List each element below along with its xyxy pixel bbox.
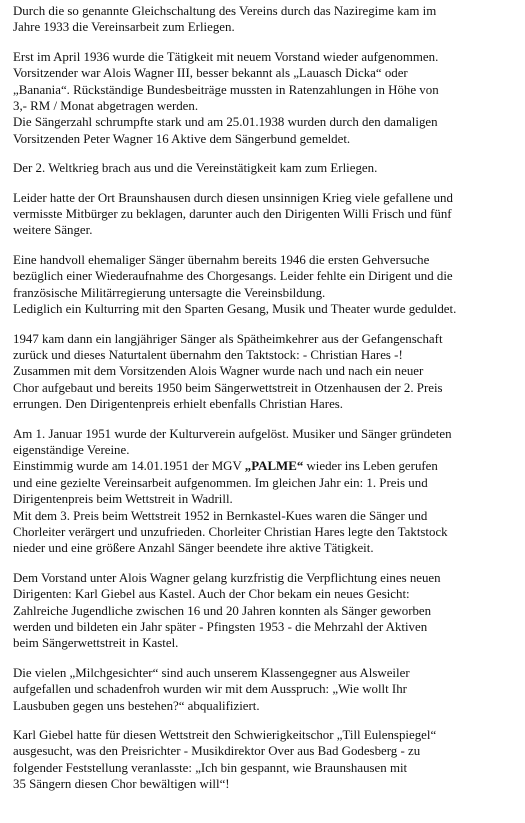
text-line: Chor aufgebaut und bereits 1950 beim Sängerwettstreit in Otzenhausen der 2. Preis — [13, 380, 443, 395]
text-line: Am 1. Januar 1951 wurde der Kulturverein aufgelöst. Musiker und Sänger gründeten — [13, 426, 452, 441]
text-line: und eine gezielte Vereinsarbeit aufgenommen. Im gleichen Jahr ein: 1. Preis und — [13, 475, 428, 490]
text-line: weitere Sänger. — [13, 223, 93, 238]
text-line: Die vielen „Milchgesichter“ sind auch unserem Klassengegner aus Alsweiler — [13, 665, 410, 680]
text-line: werden und bildeten ein Jahr später - Pfingsten 1953 - die Mehrzahl der Aktiven — [13, 620, 428, 634]
paragraph-5 — [13, 252, 517, 318]
text-line: Karl Giebel hatte für diesen Wettstreit den Schwierigkeitschor „Till Eulenspiegel“ — [13, 728, 437, 743]
text-line: 35 Sängern diesen Chor bewältigen will“! — [13, 777, 230, 792]
text-line: Leider hatte der Ort Braunshausen durch diesen unsinnigen Krieg viele gefallene und — [13, 190, 453, 205]
text-line: aufgefallen und schadenfroh wurden wir mit dem Ausspruch: „Wie wollt Ihr — [13, 682, 407, 697]
text-line: ausgesucht, was den Preisrichter - Musikdirektor Over aus Bad Godesberg - zu — [13, 744, 421, 759]
text-line: Zusammen mit dem Vorsitzenden Alois Wagner wurde nach und nach ein neuer — [13, 364, 424, 379]
paragraph-4 — [13, 190, 517, 239]
text-line: beim Sängerwettstreit in Kastel. — [13, 636, 179, 651]
text-line: Lediglich ein Kulturring mit den Sparten Gesang, Musik und Theater wurde geduldet. — [13, 302, 457, 317]
text-run: Einstimmig wurde am 14.01.1951 der MGV — [13, 459, 245, 474]
paragraph-8 — [13, 570, 517, 652]
text-line: Dem Vorstand unter Alois Wagner gelang kurzfristig die Verpflichtung eines neuen — [13, 570, 441, 585]
text-line: Vorsitzenden Peter Wagner 16 Aktive dem Sängerbund gemeldet. — [13, 131, 351, 146]
text-line: zurück und dieses Naturtalent übernahm den Taktstock: - Christian Hares -! — [13, 347, 403, 362]
text-line-mixed — [13, 458, 517, 474]
text-line: eigenständige Vereine. — [13, 442, 130, 457]
text-line: „Banania“. Rückständige Bundesbeiträge mussten in Ratenzahlungen in Höhe von — [13, 82, 439, 97]
text-run: wieder ins Leben gerufen — [303, 459, 438, 474]
text-line: Dirigenten: Karl Giebel aus Kastel. Auch der Chor bekam ein neues Gesicht: — [13, 587, 410, 602]
club-name-palme: „PALME“ — [244, 459, 304, 474]
text-line: nieder und eine größere Anzahl Sänger beendete ihre aktive Tätigkeit. — [13, 541, 374, 556]
text-line: 3,- RM / Monat abgetragen werden. — [13, 99, 199, 114]
text-line: Eine handvoll ehemaliger Sänger übernahm bereits 1946 die ersten Gehversuche — [13, 252, 430, 267]
text-line: Zahlreiche Jugendliche zwischen 16 und 20 Jahren konnten als Sänger geworben — [13, 603, 432, 618]
text-line: Mit dem 3. Preis beim Wettstreit 1952 in Bernkastel-Kues waren die Sänger und — [13, 508, 428, 523]
paragraph-3 — [13, 160, 517, 176]
text-line: Jahre 1933 die Vereinsarbeit zum Erliegen. — [13, 20, 235, 35]
text-line: bezüglich einer Wiederaufnahme des Chorgesangs. Leider fehlte ein Dirigent und die — [13, 269, 453, 284]
text-line: 1947 kam dann ein langjähriger Sänger als Spätheimkehrer aus der Gefangenschaft — [13, 331, 443, 346]
text-line: Der 2. Weltkrieg brach aus und die Vereinstätigkeit kam zum Erliegen. — [13, 161, 378, 176]
paragraph-2 — [13, 49, 517, 147]
text-line: vermisste Mitbürger zu beklagen, darunter auch den Dirigenten Willi Frisch und fünf — [13, 207, 452, 222]
paragraph-10 — [13, 727, 517, 793]
text-line: französische Militärregierung untersagte die Vereinsbildung. — [13, 285, 326, 300]
text-line: Erst im April 1936 wurde die Tätigkeit mit neuem Vorstand wieder aufgenommen. — [13, 49, 439, 64]
text-line: Vorsitzender war Alois Wagner III, besser bekannt als „Lauasch Dicka“ oder — [13, 66, 408, 81]
text-line: Durch die so genannte Gleichschaltung des Vereins durch das Naziregime kam im — [13, 4, 437, 18]
text-line: Chorleiter verärgert und unzufrieden. Chorleiter Christian Hares legte den Taktstock — [13, 524, 448, 539]
text-line: Lausbuben gegen uns bestehen?“ abqualifiziert. — [13, 698, 260, 713]
paragraph-7 — [13, 426, 517, 557]
text-line: folgender Feststellung veranlasste: „Ich bin gespannt, wie Braunshausen mit — [13, 760, 408, 775]
text-line: errungen. Den Dirigentenpreis erhielt ebenfalls Christian Hares. — [13, 397, 344, 412]
text-line: Dirigentenpreis beim Wettstreit in Wadrill. — [13, 492, 233, 507]
paragraph-9 — [13, 665, 517, 714]
text-line: Die Sängerzahl schrumpfte stark und am 25.01.1938 wurden durch den damaligen — [13, 115, 438, 130]
paragraph-1 — [13, 3, 517, 36]
paragraph-6 — [13, 331, 517, 413]
